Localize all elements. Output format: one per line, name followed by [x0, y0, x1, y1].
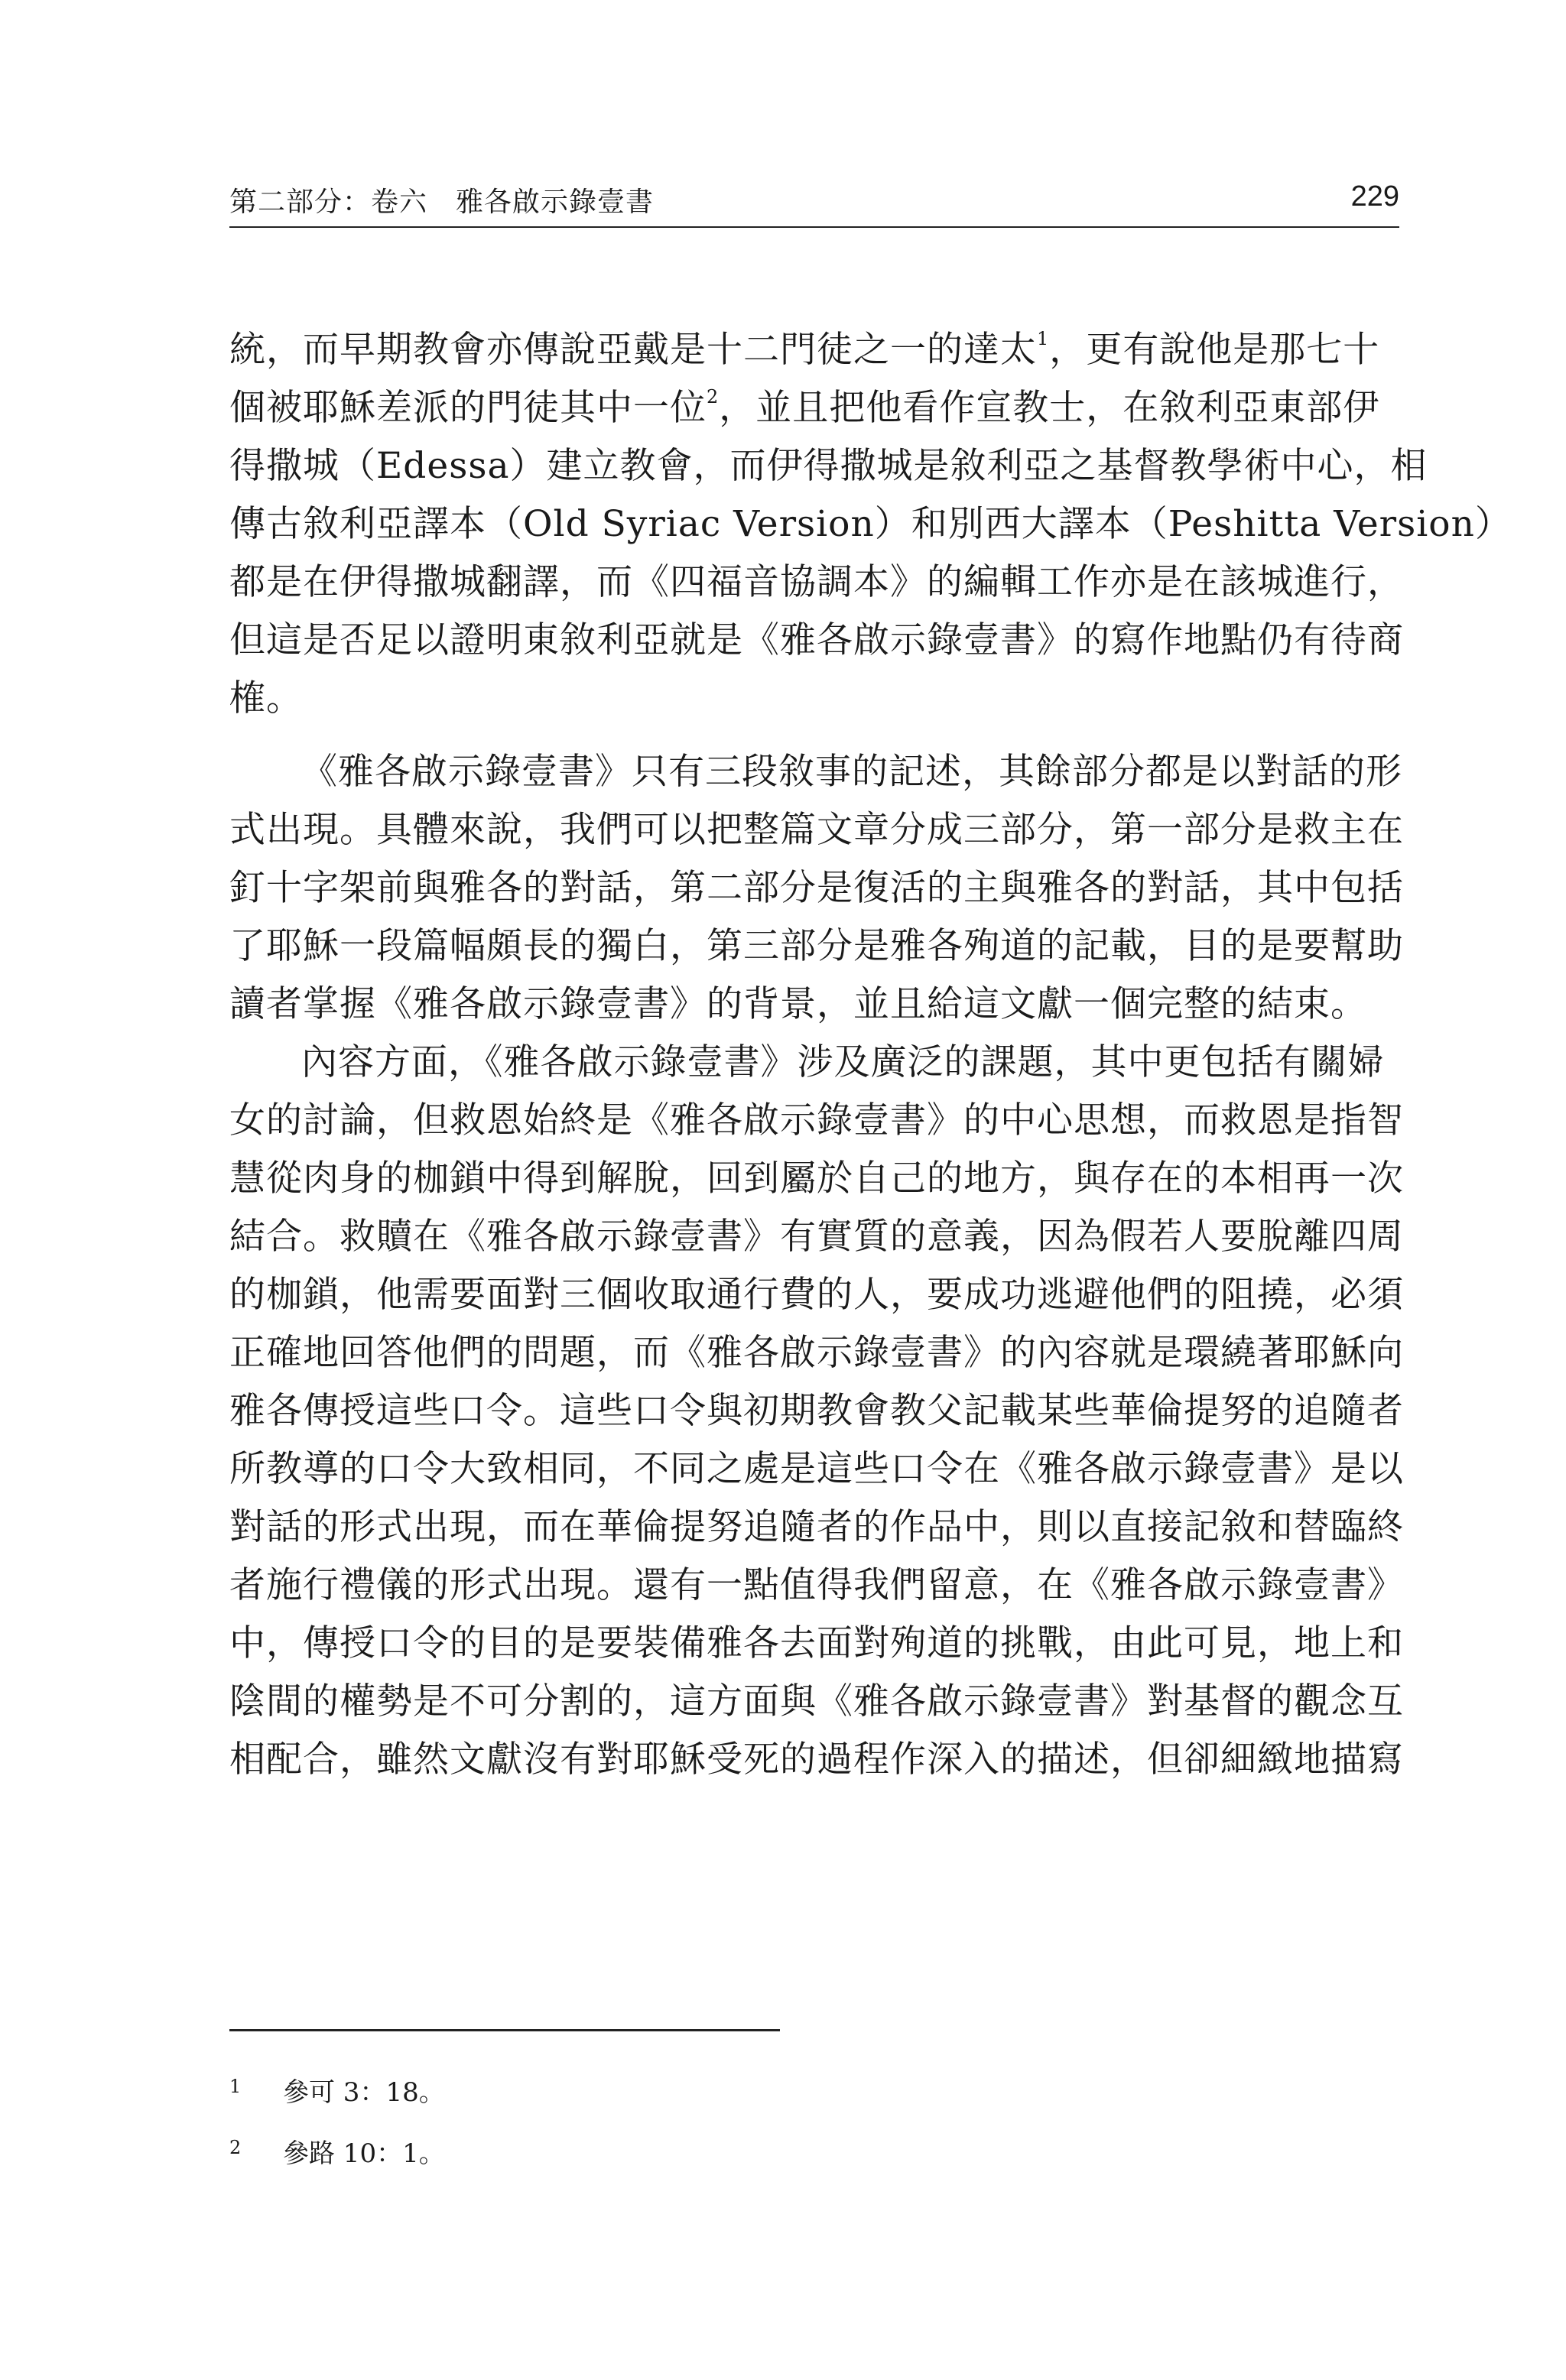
line-text: 相配合，雖然文獻沒有對耶穌受死的過程作深入的描述，但卻細緻地描寫	[229, 1739, 1404, 1781]
text-line	[229, 1440, 1404, 1498]
line-text: 釘十字架前與雅各的對話，第二部分是復活的主與雅各的對話，其中包括	[229, 867, 1404, 909]
text-line	[229, 1382, 1404, 1440]
header-rule	[229, 226, 1399, 228]
line-text: 對話的形式出現，而在華倫提努追隨者的作品中，則以直接記敘和替臨終	[229, 1506, 1404, 1548]
line-text: 雅各傳授這些口令。這些口令與初期教會教父記載某些華倫提努的追隨者	[229, 1390, 1404, 1432]
line-text: 女的討論，但救恩始終是《雅各啟示錄壹書》的中心思想，而救恩是指智	[229, 1099, 1404, 1141]
line-text: 式出現。具體來說，我們可以把整篇文章分成三部分，第一部分是救主在	[229, 809, 1404, 851]
text-line	[229, 1208, 1404, 1266]
text-line	[229, 1092, 1404, 1150]
footnotes	[229, 2073, 1399, 2196]
text-line	[229, 801, 1404, 859]
text-line	[229, 1673, 1404, 1731]
line-text: 《雅各啟示錄壹書》只有三段敘事的記述，其餘部分都是以對話的形	[301, 751, 1402, 793]
footnote-text: 參可 3：18。	[283, 2077, 445, 2108]
text-line	[229, 670, 1399, 728]
footnote	[229, 2135, 1399, 2196]
line-text: 得撒城（Edessa）建立教會，而伊得撒城是敘利亞之基督教學術中心，相	[229, 445, 1428, 487]
page-number: 229	[1350, 180, 1399, 213]
text-line	[229, 1266, 1404, 1324]
text-line	[229, 1731, 1404, 1789]
footnote-reference[interactable]: 1	[1037, 328, 1050, 349]
text-line	[229, 554, 1404, 612]
text-line	[229, 743, 1402, 801]
line-text: 個被耶穌差派的門徒其中一位	[229, 387, 707, 429]
line-text: 中，傳授口令的目的是要裝備雅各去面對殉道的挑戰，由此可見，地上和	[229, 1622, 1404, 1664]
text-line	[229, 379, 1399, 437]
text-line	[229, 1557, 1404, 1615]
text-line	[229, 1324, 1404, 1382]
line-text: 都是在伊得撒城翻譯，而《四福音協調本》的編輯工作亦是在該城進行，	[229, 561, 1404, 603]
text-line	[229, 859, 1404, 917]
line-text: 但這是否足以證明東敘利亞就是《雅各啟示錄壹書》的寫作地點仍有待商	[229, 619, 1404, 661]
paragraph-gap	[229, 728, 1399, 743]
line-text-continued: ，並且把他看作宣教士，在敘利亞東部伊	[719, 387, 1380, 429]
text-line	[229, 976, 1399, 1034]
running-head-title: 第二部分：卷六 雅各啟示錄壹書	[229, 187, 655, 218]
line-text: 讀者掌握《雅各啟示錄壹書》的背景，並且給這文獻一個完整的結束。	[229, 983, 1367, 1025]
line-text: 的枷鎖，他需要面對三個收取通行費的人，要成功逃避他們的阻撓，必須	[229, 1274, 1404, 1316]
running-head	[229, 180, 1399, 226]
text-line	[229, 1615, 1404, 1673]
text-line	[229, 437, 1428, 495]
line-text: 結合。救贖在《雅各啟示錄壹書》有實質的意義，因為假若人要脫離四周	[229, 1216, 1404, 1258]
line-text-continued: ，更有說他是那七十	[1049, 329, 1380, 371]
line-text: 慧從肉身的枷鎖中得到解脫，回到屬於自己的地方，與存在的本相再一次	[229, 1158, 1404, 1200]
line-text: 所教導的口令大致相同，不同之處是這些口令在《雅各啟示錄壹書》是以	[229, 1448, 1404, 1490]
line-text: 統，而早期教會亦傳說亞戴是十二門徒之一的達太	[229, 329, 1037, 371]
text-line	[229, 917, 1404, 976]
text-line	[229, 1150, 1404, 1208]
body-text	[229, 321, 1512, 1789]
text-line	[229, 1498, 1404, 1557]
line-text: 傳古敘利亞譯本（Old Syriac Version）和別西大譯本（Peshitta Version）	[229, 503, 1512, 545]
footnote-rule	[229, 2029, 780, 2031]
text-line	[229, 321, 1399, 379]
line-text: 榷。	[229, 677, 303, 719]
footnote-reference[interactable]: 2	[707, 386, 720, 407]
footnote	[229, 2073, 1399, 2135]
footnote-text: 參路 10：1。	[283, 2138, 445, 2169]
line-text: 者施行禮儀的形式出現。還有一點值得我們留意，在《雅各啟示錄壹書》	[229, 1564, 1404, 1606]
footnote-mark: 2	[229, 2137, 242, 2158]
line-text: 了耶穌一段篇幅頗長的獨白，第三部分是雅各殉道的記載，目的是要幫助	[229, 925, 1404, 967]
line-text: 陰間的權勢是不可分割的，這方面與《雅各啟示錄壹書》對基督的觀念互	[229, 1680, 1404, 1722]
footnote-mark: 1	[229, 2076, 242, 2097]
line-text: 正確地回答他們的問題，而《雅各啟示錄壹書》的內容就是環繞著耶穌向	[229, 1332, 1404, 1374]
text-line	[229, 495, 1512, 554]
line-text: 內容方面，《雅各啟示錄壹書》涉及廣泛的課題，其中更包括有關婦	[301, 1041, 1385, 1083]
text-line	[229, 612, 1404, 670]
text-line	[229, 1034, 1399, 1092]
